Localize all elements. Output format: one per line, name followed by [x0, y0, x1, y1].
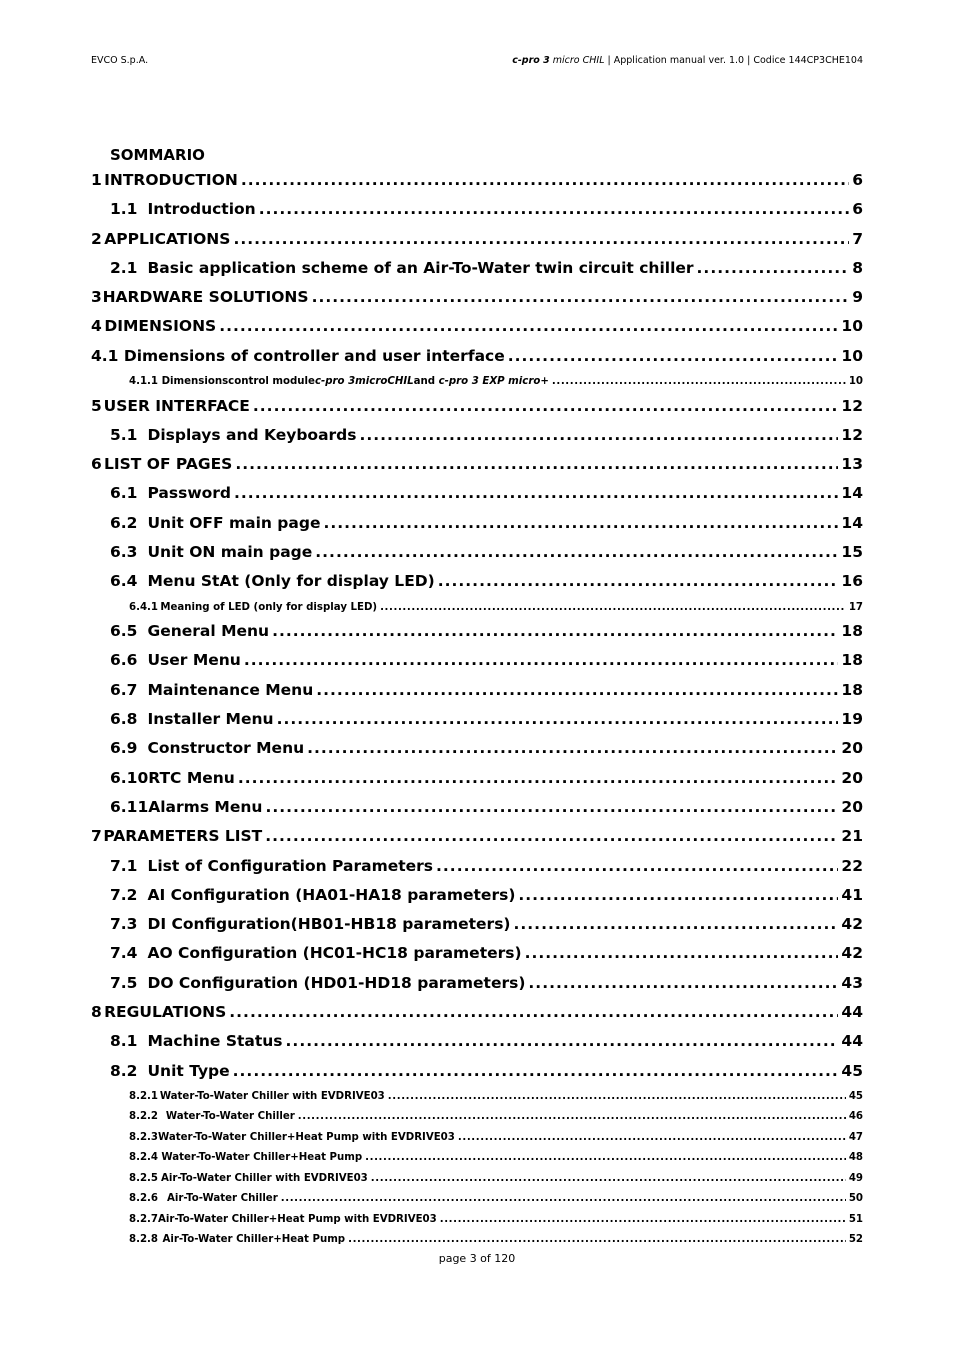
toc-entry-number: 8.2.8: [129, 1234, 159, 1246]
toc-entry-number: 6.10: [110, 768, 149, 787]
toc-entry-title: DI Configuration(HB01-HB18 parameters): [147, 915, 511, 934]
toc-entry[interactable]: [91, 974, 863, 1003]
toc-entry-number: 2: [91, 229, 102, 248]
header-company: EVCO S.p.A.: [91, 55, 149, 66]
toc-entry-title: [162, 376, 549, 387]
toc-entry[interactable]: [91, 857, 863, 886]
toc-entry-page: 14: [841, 484, 863, 503]
toc-entry-page: 16: [841, 572, 863, 591]
toc-entry-title: Air-To-Water Chiller with EVDRIVE03: [160, 1172, 368, 1184]
toc-entry[interactable]: [91, 739, 863, 768]
toc-entry-page: 17: [848, 601, 863, 613]
toc-entry[interactable]: [91, 602, 863, 623]
toc-entry-title: Menu StAt (Only for display LED): [147, 572, 435, 591]
table-of-contents: [91, 171, 863, 1255]
toc-entry-number: 7.5: [110, 973, 138, 992]
toc-entry-page: 41: [841, 885, 863, 904]
toc-entry-number: 8.2.4: [129, 1152, 159, 1164]
toc-entry[interactable]: [91, 317, 863, 346]
toc-entry[interactable]: [91, 376, 863, 397]
toc-entry-title: User Menu: [147, 651, 241, 670]
toc-entry-title: Installer Menu: [147, 710, 274, 729]
toc-entry-title: Water-To-Water Chiller with EVDRIVE03: [159, 1090, 385, 1102]
toc-entry-page: 44: [841, 1003, 863, 1022]
toc-entry-number: 7.2: [110, 885, 138, 904]
toc-entry-page: 20: [841, 768, 863, 787]
toc-entry-number: 6.4: [110, 572, 138, 591]
toc-entry-title: Water-To-Water Chiller+Heat Pump: [161, 1152, 363, 1164]
toc-entry-number: 6.2: [110, 513, 138, 532]
header-product-sub: micro CHIL: [552, 55, 605, 66]
toc-entry[interactable]: [91, 651, 863, 680]
toc-entry[interactable]: [91, 915, 863, 944]
toc-entry[interactable]: [91, 288, 863, 317]
toc-entry-number: 8.2.1: [129, 1090, 159, 1102]
toc-entry-number: 8.1: [110, 1032, 138, 1051]
toc-entry[interactable]: [91, 798, 863, 827]
toc-entry-title: AO Configuration (HC01-HC18 parameters): [147, 944, 522, 963]
toc-entry-title-part: and: [413, 376, 439, 388]
toc-entry-number: 6.7: [110, 680, 138, 699]
toc-entry-page: 6: [852, 200, 863, 219]
toc-entry-page: 44: [841, 1032, 863, 1051]
toc-entry-page: 21: [841, 827, 863, 846]
toc-entry[interactable]: [91, 347, 863, 376]
toc-entry-title: APPLICATIONS: [104, 229, 231, 248]
toc-entry-title: AI Configuration (HA01-HA18 parameters): [147, 885, 516, 904]
toc-entry[interactable]: [91, 944, 863, 973]
toc-entry-title: LIST OF PAGES: [104, 455, 233, 474]
toc-entry-title: Water-To-Water Chiller: [165, 1111, 295, 1123]
toc-entry-number: 1: [91, 171, 102, 189]
toc-entry-page: 18: [841, 651, 863, 670]
toc-entry-number: 7.1: [110, 856, 138, 875]
toc-entry[interactable]: [91, 1111, 863, 1132]
toc-entry-title: Air-To-Water Chiller: [167, 1193, 278, 1205]
toc-entry-title: List of Configuration Parameters: [147, 856, 434, 875]
toc-entry-title-part: Dimensionscontrol module: [161, 376, 315, 388]
toc-entry-number: 6.9: [110, 739, 138, 758]
toc-entry-title: Basic application scheme of an Air-To-Water twin circuit chiller: [147, 258, 694, 277]
toc-entry[interactable]: [91, 622, 863, 651]
toc-entry-title-product: c-pro 3 EXP micro+: [438, 376, 549, 388]
header-document-info: [512, 55, 863, 66]
toc-entry-page: 12: [841, 396, 863, 415]
toc-entry-page: 18: [841, 622, 863, 641]
toc-entry-title: Password: [147, 484, 232, 503]
toc-entry-page: 15: [841, 543, 863, 562]
toc-entry-number: 4.1.1: [129, 376, 159, 388]
toc-entry-title: DIMENSIONS: [104, 317, 217, 336]
toc-entry[interactable]: [91, 171, 863, 200]
toc-entry-title: Maintenance Menu: [147, 680, 314, 699]
toc-entry[interactable]: [91, 1062, 863, 1091]
toc-entry-page: 10: [841, 317, 863, 336]
toc-entry-title: Meaning of LED (only for display LED): [160, 601, 378, 613]
toc-entry[interactable]: [91, 827, 863, 856]
toc-entry[interactable]: [91, 886, 863, 915]
toc-entry-page: 51: [848, 1213, 863, 1225]
toc-entry-number: 8.2.6: [129, 1193, 159, 1205]
toc-entry-title: Unit OFF main page: [147, 513, 321, 532]
toc-entry-number: 6.3: [110, 543, 138, 562]
toc-entry-title: REGULATIONS: [104, 1003, 227, 1022]
toc-entry-title: HARDWARE SOLUTIONS: [102, 288, 309, 307]
toc-entry-page: 19: [841, 710, 863, 729]
toc-entry-page: 13: [841, 455, 863, 474]
toc-entry-number: 6.6: [110, 651, 138, 670]
toc-entry-page: 45: [848, 1090, 863, 1102]
toc-entry-page: 50: [848, 1193, 863, 1205]
toc-entry[interactable]: [91, 710, 863, 739]
toc-entry-title: Unit ON main page: [147, 543, 313, 562]
toc-entry-page: 45: [841, 1061, 863, 1080]
toc-entry-page: 20: [841, 797, 863, 816]
toc-entry-number: 5.1: [110, 425, 138, 444]
toc-entry[interactable]: [91, 200, 863, 229]
toc-title: SOMMARIO: [110, 146, 205, 164]
toc-entry-page: 22: [841, 856, 863, 875]
toc-entry[interactable]: [91, 484, 863, 513]
toc-entry[interactable]: [91, 681, 863, 710]
toc-entry-number: 2.1: [110, 258, 138, 277]
toc-entry-number: 6.8: [110, 710, 138, 729]
toc-entry[interactable]: [91, 769, 863, 798]
toc-entry-number: 8.2.2: [129, 1111, 159, 1123]
toc-entry-title: Alarms Menu: [148, 797, 263, 816]
toc-entry-title: PARAMETERS LIST: [103, 827, 263, 846]
toc-entry[interactable]: [91, 230, 863, 259]
toc-entry[interactable]: [91, 1193, 863, 1214]
toc-entry-page: 52: [848, 1234, 863, 1246]
toc-entry-page: 10: [841, 346, 863, 365]
toc-entry[interactable]: [91, 259, 863, 288]
toc-entry-title: General Menu: [147, 622, 270, 641]
toc-entry[interactable]: [91, 455, 863, 484]
toc-entry-number: 7.4: [110, 944, 138, 963]
toc-entry-title: Water-To-Water Chiller+Heat Pump with EVDRIVE03: [158, 1131, 455, 1143]
toc-entry[interactable]: [91, 1214, 863, 1235]
toc-entry-page: 48: [848, 1152, 863, 1164]
toc-entry-number: 6: [91, 455, 102, 474]
header-manual-info: | Application manual ver. 1.0 | Codice 144CP3CHE104: [607, 55, 863, 66]
toc-entry[interactable]: [91, 572, 863, 601]
toc-entry-number: 6.5: [110, 622, 138, 641]
toc-entry-page: 14: [841, 513, 863, 532]
toc-entry[interactable]: [91, 1091, 863, 1112]
toc-entry-number: 7.3: [110, 915, 138, 934]
toc-entry-page: 42: [841, 944, 863, 963]
toc-entry[interactable]: [91, 1132, 863, 1153]
toc-entry-number: 6.11: [110, 797, 149, 816]
toc-entry-page: 8: [852, 258, 863, 277]
toc-entry[interactable]: [91, 397, 863, 426]
toc-entry-number: 8.2.7: [129, 1213, 159, 1225]
toc-entry-page: 46: [848, 1111, 863, 1123]
toc-entry-title: Displays and Keyboards: [147, 425, 357, 444]
toc-entry-title: Unit Type: [147, 1061, 230, 1080]
toc-entry-title: Air-To-Water Chiller+Heat Pump: [162, 1234, 346, 1246]
toc-entry-number: 7: [91, 827, 102, 846]
toc-entry-title: 4.1 Dimensions of controller and user interface: [91, 346, 505, 365]
toc-entry-number: 4: [91, 317, 102, 336]
toc-entry-page: 18: [841, 680, 863, 699]
toc-entry[interactable]: [91, 514, 863, 543]
toc-entry-page: 47: [848, 1131, 863, 1143]
toc-entry-title: USER INTERFACE: [103, 396, 250, 415]
toc-entry[interactable]: [91, 426, 863, 455]
toc-entry-number: 6.4.1: [129, 601, 159, 613]
toc-entry-title: Constructor Menu: [147, 739, 305, 758]
toc-entry-page: 49: [848, 1172, 863, 1184]
toc-entry-title: Introduction: [147, 200, 256, 219]
toc-entry-page: 10: [848, 376, 863, 388]
toc-entry-number: 8.2.3: [129, 1131, 159, 1143]
toc-entry-title-product: c-pro 3microCHIL: [314, 376, 414, 388]
toc-entry-number: 1.1: [110, 200, 138, 219]
toc-entry-page: 43: [841, 973, 863, 992]
page-footer: page 3 of 120: [438, 1252, 516, 1265]
toc-entry[interactable]: [91, 1152, 863, 1173]
toc-entry[interactable]: [91, 1003, 863, 1032]
toc-entry-page: 20: [841, 739, 863, 758]
toc-entry-title: DO Configuration (HD01-HD18 parameters): [147, 973, 526, 992]
toc-entry-number: 8: [91, 1003, 102, 1022]
toc-entry-page: 7: [852, 229, 863, 248]
toc-entry[interactable]: [91, 1032, 863, 1061]
toc-entry[interactable]: [91, 543, 863, 572]
toc-entry-page: 6: [852, 171, 863, 189]
toc-entry-title: RTC Menu: [148, 768, 235, 787]
toc-entry-number: 8.2.5: [129, 1172, 159, 1184]
toc-entry-page: 42: [841, 915, 863, 934]
toc-entry-number: 8.2: [110, 1061, 138, 1080]
toc-entry-title: INTRODUCTION: [104, 171, 238, 189]
toc-entry-title: Air-To-Water Chiller+Heat Pump with EVDRIVE03: [158, 1213, 437, 1225]
toc-entry-number: 3: [91, 288, 102, 307]
toc-entry-number: 5: [91, 396, 102, 415]
toc-entry-page: 12: [841, 425, 863, 444]
toc-entry-number: 6.1: [110, 484, 138, 503]
toc-entry[interactable]: [91, 1173, 863, 1194]
header-product: c-pro 3: [512, 55, 550, 66]
toc-entry-title: Machine Status: [147, 1032, 283, 1051]
toc-entry-page: 9: [852, 288, 863, 307]
